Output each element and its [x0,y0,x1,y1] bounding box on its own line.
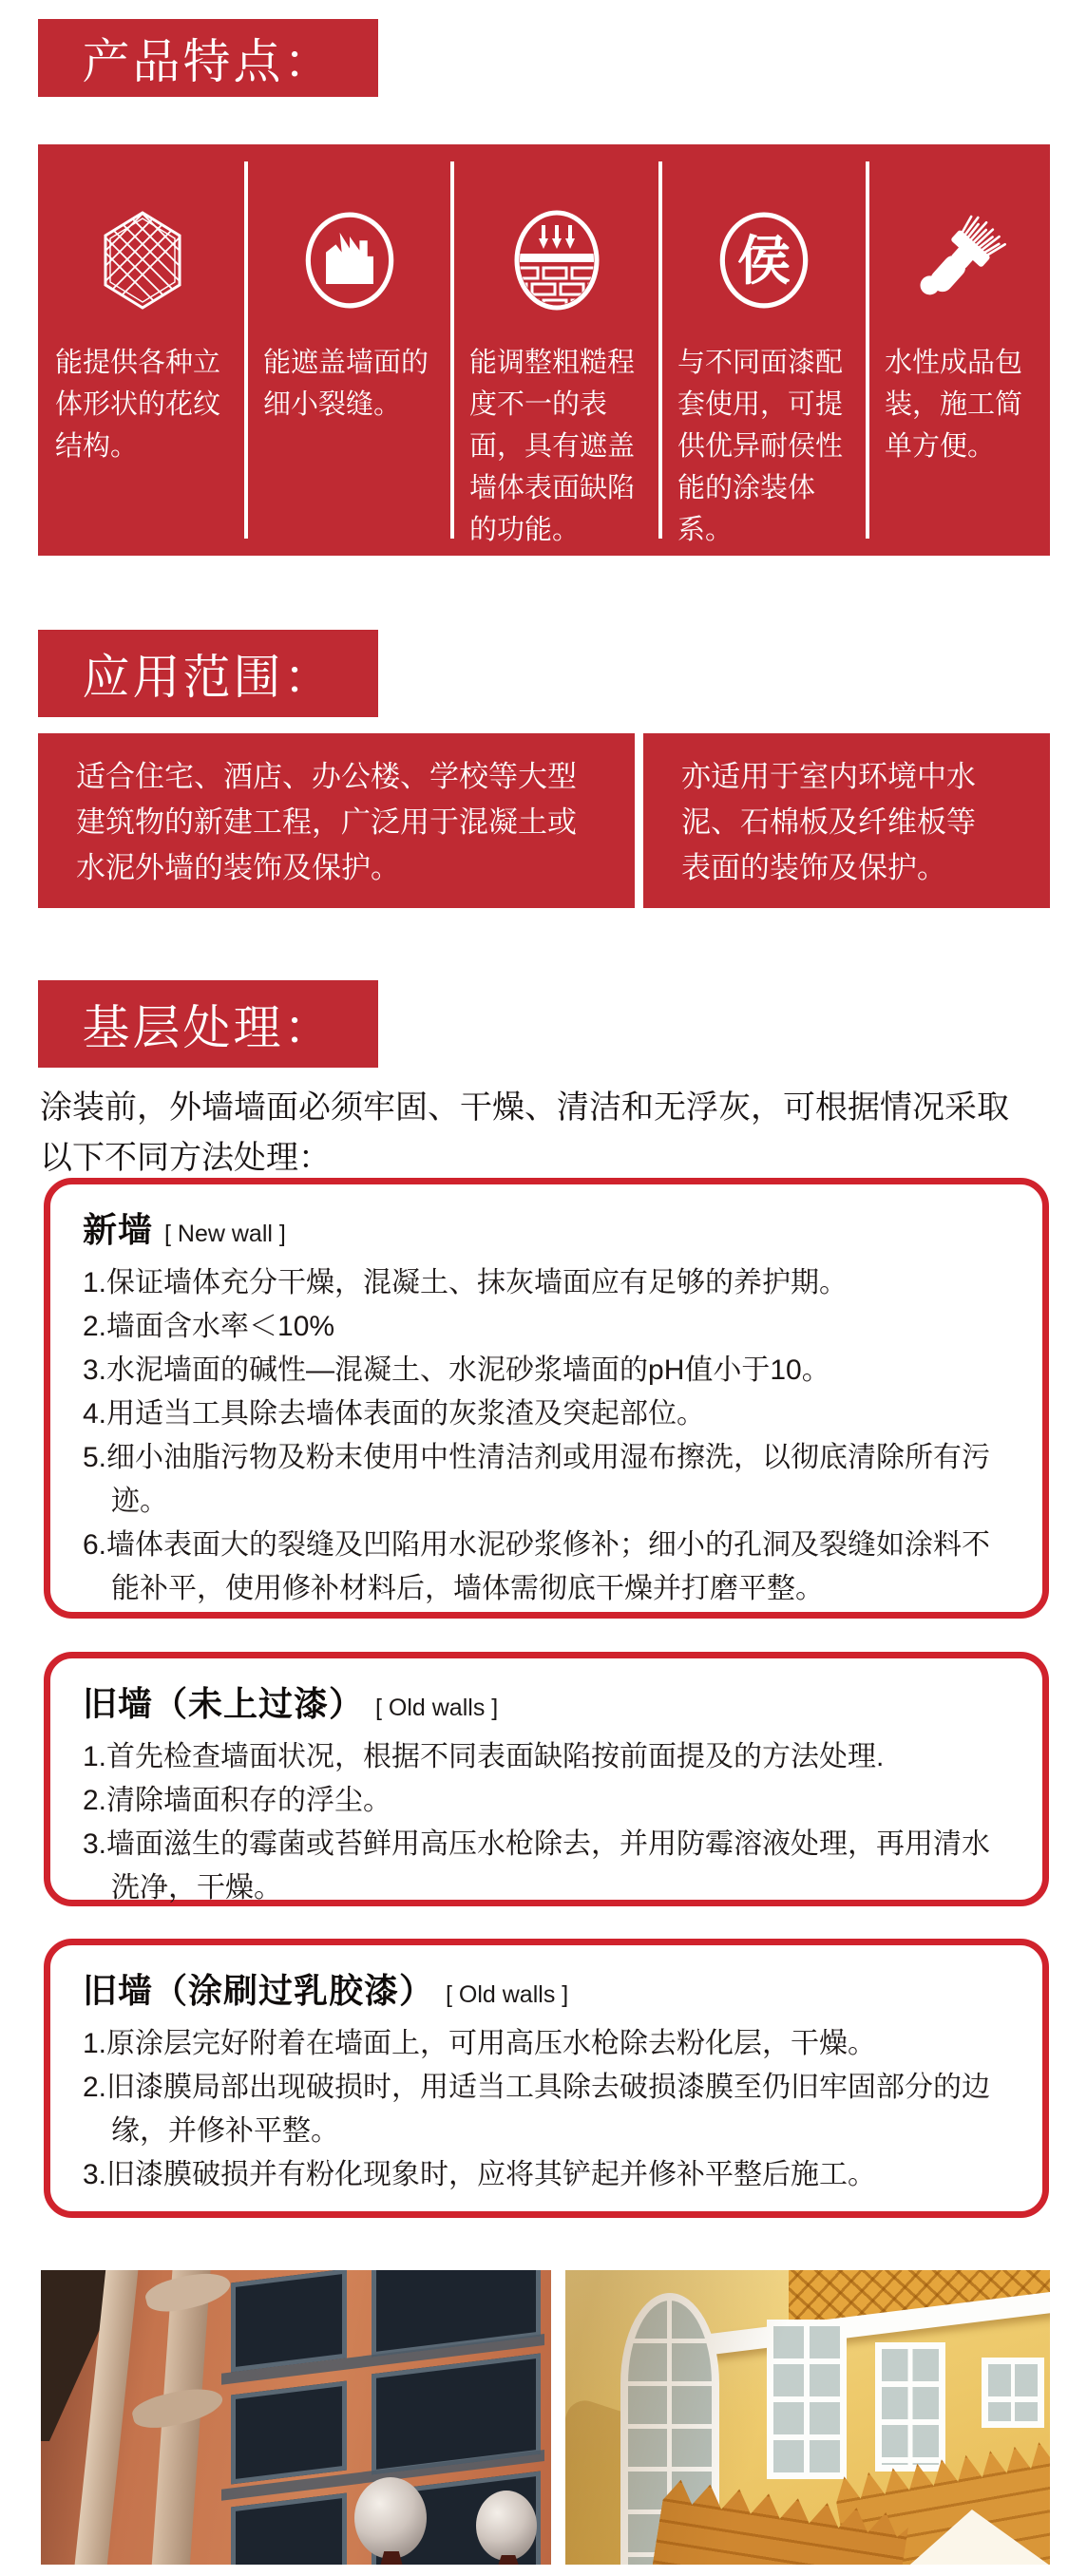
box-items [83,1735,1014,1910]
list-item: 3.水泥墙面的碱性—混凝土、水泥砂浆墙面的pH值小于10。 [83,1354,830,1386]
application-text: 亦适用于室内环境中水泥、石棉板及纤维板等表面的装饰及保护。 [681,760,976,884]
yellow-house-photo [565,2270,1050,2565]
rough-surface-icon [469,203,643,317]
old-wall-unpainted-box [44,1652,1049,1906]
application-box-exterior [38,733,635,908]
lamp-globe [476,2491,537,2561]
feature-item [660,144,868,556]
feature-item [452,144,660,556]
column-divider [450,161,454,539]
box-items [83,2022,1014,2197]
weather-glyph: 侯 [736,230,791,291]
list-item: 6.墙体表面大的裂缝及凹陷用水泥砂浆修补；细小的孔洞及裂缝如涂料不能补平，使用修补材料后，墙体需彻底干燥并打磨平整。 [83,1529,991,1604]
feature-text: 能遮盖墙面的细小裂缝。 [263,348,429,420]
section-title-text: 产品特点： [82,35,334,88]
lamp-globe [354,2477,427,2559]
feature-text: 与不同面漆配套使用，可提供优异耐侯性能的涂装体系。 [677,348,844,545]
box-subtitle: [ Old walls ] [446,1981,569,2008]
feature-item [38,144,246,556]
box-subtitle: [ Old walls ] [375,1695,499,1721]
box-header [83,1203,1014,1252]
list-item: 1.首先检查墙面状况，根据不同表面缺陷按前面提及的方法处理. [83,1741,885,1772]
list-item: 3.旧漆膜破损并有粉化现象时，应将其铲起并修补平整后施工。 [83,2159,877,2190]
features-band [38,144,1050,556]
section-title-base-treatment [38,980,378,1068]
list-item: 1.原涂层完好附着在墙面上，可用高压水枪除去粉化层，干燥。 [83,2028,877,2059]
list-item: 2.旧漆膜局部出现破损时，用适当工具除去破损漆膜至仍旧牢固部分的边缘，并修补平整。 [83,2072,991,2147]
feature-item [868,144,1050,556]
list-item: 1.保证墙体充分干燥，混凝土、抹灰墙面应有足够的养护期。 [83,1267,849,1298]
orange-facade-photo [41,2270,551,2565]
weather-resistance-icon [677,203,850,317]
list-item: 2.清除墙面积存的浮尘。 [83,1785,392,1816]
feature-item [246,144,452,556]
application-box-interior [643,733,1050,908]
list-item: 2.墙面含水率＜10% [83,1311,335,1342]
list-item: 5.细小油脂污物及粉末使用中性清洁剂或用湿布擦洗，以彻底清除所有污迹。 [83,1442,991,1517]
column-divider [866,161,869,539]
feature-text: 能提供各种立体形状的花纹结构。 [55,348,221,462]
box-header [83,1677,1014,1726]
light-shade-overlay [565,2270,1050,2565]
paint-brush-icon [885,203,1033,317]
box-header [83,1964,1014,2013]
feature-text: 能调整粗糙程度不一的表面，具有遮盖墙体表面缺陷的功能。 [469,348,636,545]
texture-pattern-icon [55,203,229,317]
new-wall-box [44,1178,1049,1619]
box-subtitle: [ New wall ] [164,1221,286,1247]
section-title-text: 应用范围： [82,651,334,704]
crack-cover-icon [263,203,435,317]
window-grid [41,2270,551,2565]
list-item: 3.墙面滋生的霉菌或苔鲜用高压水枪除去，并用防霉溶液处理，再用清水洗净，干燥。 [83,1828,991,1904]
old-wall-painted-box [44,1939,1049,2218]
box-title: 旧墙（未上过漆） [83,1684,365,1723]
box-items [83,1261,1014,1611]
box-title: 旧墙（涂刷过乳胶漆） [83,1971,435,2010]
section-title-application-scope [38,630,378,717]
section-title-text: 基层处理： [82,1001,334,1054]
box-title: 新墙 [83,1210,154,1249]
base-treatment-intro: 涂装前，外墙墙面必须牢固、干燥、清洁和无浮灰，可根据情况采取以下不同方法处理： [40,1089,1009,1176]
section-title-product-features [38,19,378,97]
list-item: 4.用适当工具除去墙体表面的灰浆渣及突起部位。 [83,1398,706,1430]
column-divider [244,161,248,539]
application-text: 适合住宅、酒店、办公楼、学校等大型建筑物的新建工程，广泛用于混凝土或水泥外墙的装饰及保护。 [76,760,577,884]
column-divider [658,161,662,539]
feature-text: 水性成品包装，施工简单方便。 [885,348,1023,462]
